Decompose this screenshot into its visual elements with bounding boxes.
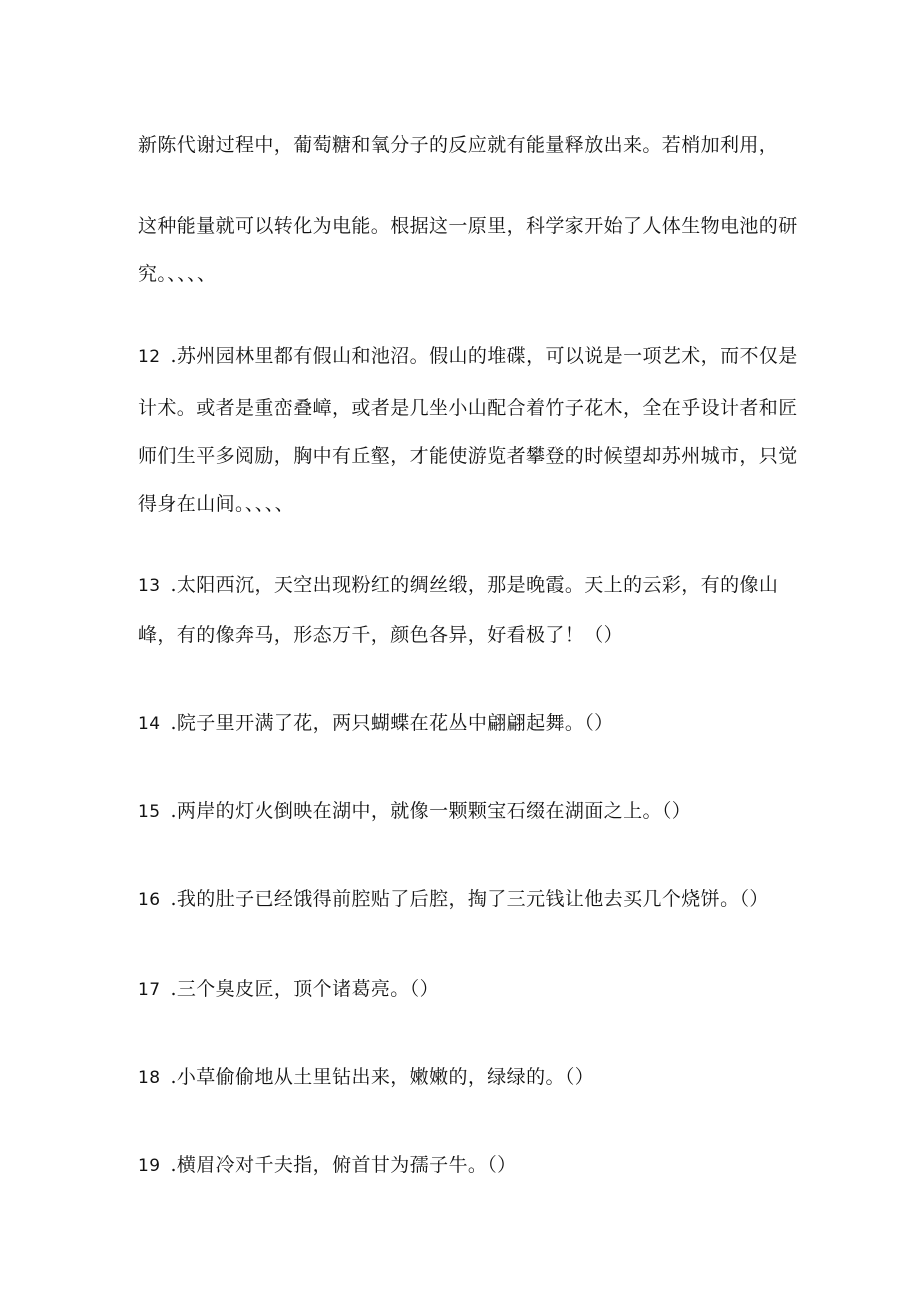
item-13-line-2: 峰，有的像奔马，形态万千，颜色各异，好看极了！（） (138, 624, 624, 646)
item-12-line-2: 计术。或者是重峦叠嶂，或者是几坐小山配合着竹子花木，全在乎设计者和匠 (138, 397, 798, 419)
item-text: .我的肚子已经饿得前腔贴了后腔，掏了三元钱让他去买几个烧饼。（） (170, 888, 769, 910)
item-text: .横眉冷对千夫指，俯首甘为孺子牛。（） (170, 1154, 517, 1176)
item-number: 19 (138, 1156, 161, 1176)
item-text: .院子里开满了花，两只蝴蝶在花丛中翩翩起舞。（） (170, 712, 614, 734)
item-12-line-1 (138, 344, 798, 369)
item-number: 15 (138, 802, 161, 822)
item-number: 13 (138, 576, 161, 596)
item-text: .两岸的灯火倒映在湖中，就像一颗颗宝石缀在湖面之上。（） (170, 800, 692, 822)
item-number: 12 (138, 347, 161, 367)
item-number: 18 (138, 1068, 161, 1088)
item-15 (138, 799, 691, 824)
item-text: .小草偷偷地从土里钻出来，嫩嫩的，绿绿的。（） (170, 1066, 595, 1088)
item-number: 14 (138, 714, 161, 734)
item-text: .苏州园林里都有假山和池沼。假山的堆碟，可以说是一项艺术，而不仅是 (170, 345, 798, 367)
intro-line-2: 这种能量就可以转化为电能。根据这一原里，科学家开始了人体生物电池的研 (138, 215, 798, 237)
item-16 (138, 887, 769, 912)
item-13-line-1 (138, 573, 778, 598)
item-number: 16 (138, 890, 161, 910)
item-text: .三个臭皮匠，顶个诸葛亮。（） (170, 978, 439, 1000)
item-number: 17 (138, 980, 161, 1000)
item-17 (138, 977, 439, 1002)
intro-line-3: 究。、、、、 (138, 263, 217, 285)
item-text: .太阳西沉，天空出现粉红的绸丝缎，那是晚霞。天上的云彩，有的像山 (170, 574, 779, 596)
item-12-line-3: 师们生平多阅励，胸中有丘壑，才能使游览者攀登的时候望却苏州城市，只觉 (138, 445, 798, 467)
item-18 (138, 1065, 594, 1090)
item-14 (138, 711, 614, 736)
item-19 (138, 1153, 517, 1178)
intro-line-1: 新陈代谢过程中，葡萄糖和氧分子的反应就有能量释放出来。若梢加利用， (138, 134, 779, 156)
item-12-line-4: 得身在山间。、、、、 (138, 493, 295, 515)
